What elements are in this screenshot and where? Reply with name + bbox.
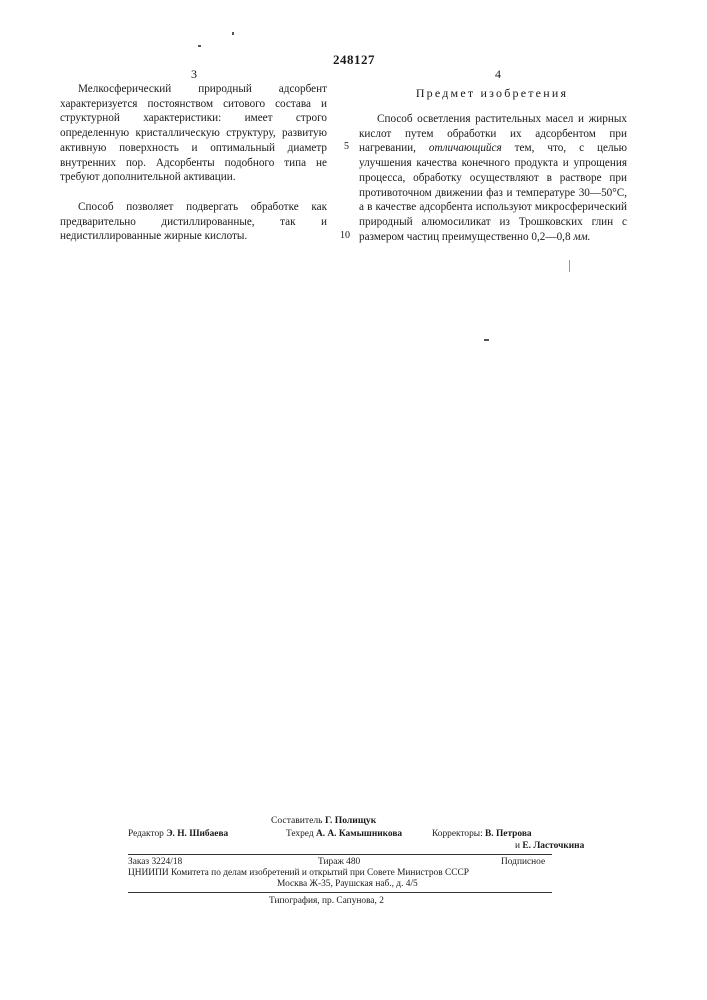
left-paragraph-2: Способ позволяет подвергать обработке как предварительно дистиллированные, так и недистиллированные жирные кислоты. [60,200,327,243]
line-number-10: 10 [340,230,350,241]
footer-tirazh: Тираж 480 [318,857,361,867]
footer-corrector-2 [515,841,584,853]
claim-text-start: Способ осветления растительных масел и жирных кислот путем обработки их адсорбентом при нагревании, [359,113,627,155]
line-number-5: 5 [344,141,349,152]
claim-italic-word: отличающийся [428,142,502,155]
claims-heading: Предмет изобретения [415,86,569,100]
left-paragraph-1: Мелкосферический природный адсорбент характеризуется постоянством ситового состава и структурной характеристики: имеет строго определенную кристаллическую структуру, развитую активную поверхность и оптимальный диаметр внутренних пор. Адсорбенты подобного типа не требуют дополнительной активации. [60,83,327,184]
footer-order: Заказ 3224/18 [128,857,183,867]
editor-name: Э. Н. Шибаева [166,829,229,839]
footer-divider-bottom [128,892,552,893]
corrector-2: Е. Ласточкина [522,841,585,851]
scan-speck [484,339,489,341]
corrector-2-prefix: и [515,841,521,851]
right-column [359,112,627,244]
footer-compiler [271,815,376,827]
page-number-left: 3 [191,67,197,81]
footer-correctors [432,829,532,841]
left-column [60,82,327,244]
compiler-name: Г. Полищук [324,815,377,826]
compiler-label: Составитель [271,815,323,826]
claim-text [359,112,627,244]
footer-organization: ЦНИИПИ Комитета по делам изобретений и открытий при Совете Министров СССР [128,868,469,878]
footer-podpisnoe: Подписное [501,857,546,867]
techred-name: А. А. Камышникова [315,829,403,839]
correctors-label: Корректоры: [432,829,483,839]
claim-text-rest: тем, что, с целью улучшения качества конечного продукта и упрощения процесса, обработку осуществляют в растворе при противоточном движении фаз и температуре 30—50°С, а в качестве адсорбента используют микросферический природный алюмосиликат из Трошковских глин с размером частиц преимущественно 0,2—0,8 [359,142,627,243]
editor-label: Редактор [128,829,164,839]
scan-speck [569,260,570,272]
footer-address: Москва Ж-35, Раушская наб., д. 4/5 [277,879,418,889]
page-number-right: 4 [495,67,501,81]
claim-unit: мм. [573,230,591,243]
scan-speck [232,32,234,35]
footer-techred [286,829,402,841]
corrector-1: В. Петрова [485,829,532,839]
patent-number: 248127 [333,52,375,67]
footer-editor [128,829,228,841]
footer-typography: Типография, пр. Сапунова, 2 [269,896,384,906]
techred-label: Техред [286,829,314,839]
footer-divider [128,854,552,855]
scan-speck [198,45,201,47]
